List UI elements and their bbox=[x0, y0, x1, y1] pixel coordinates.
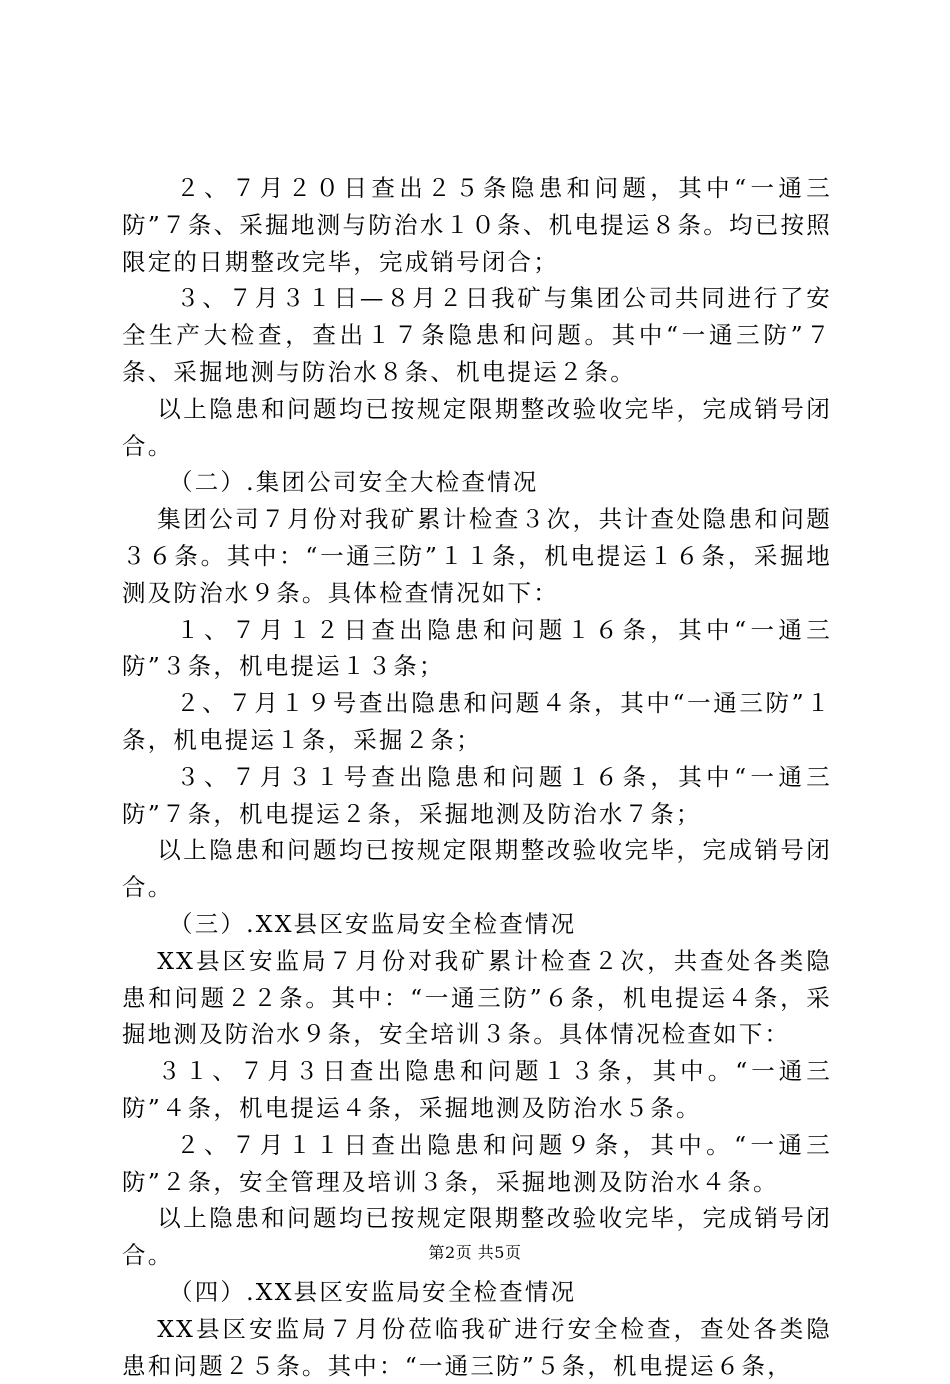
paragraph: 以上隐患和问题均已按规定限期整改验收完毕，完成销号闭合。 bbox=[122, 394, 832, 460]
paragraph: 以上隐患和问题均已按规定限期整改验收完毕，完成销号闭合。 bbox=[122, 1204, 832, 1270]
paragraph: ３１、７月３日查出隐患和问题１３条，其中。“一通三防”４条，机电提运４条，采掘地测及防治水５条。 bbox=[122, 1057, 832, 1122]
paragraph: １、７月１２日查出隐患和问题１６条，其中“一通三防”３条，机电提运１３条； bbox=[122, 615, 832, 681]
page-number-footer: 第2页 共5页 bbox=[428, 1243, 522, 1262]
paragraph: 集团公司７月份对我矿累计检查３次，共计查处隐患和问题３６条。其中：“一通三防”１１条，机电提运１６条，采掘地测及防治水９条。具体检查情况如下： bbox=[122, 505, 832, 607]
paragraph: XX县区安监局７月份莅临我矿进行安全检查，查处各类隐患和问题２５条。其中：“一通三防”５条，机电提运６条， bbox=[122, 1314, 832, 1380]
section-heading: （二）.集团公司安全大检查情况 bbox=[169, 468, 539, 497]
paragraph: 以上隐患和问题均已按规定限期整改验收完毕，完成销号闭合。 bbox=[122, 836, 832, 902]
section-heading: （四）.XX县区安监局安全检查情况 bbox=[169, 1277, 577, 1306]
section-heading: （三）.XX县区安监局安全检查情况 bbox=[169, 909, 577, 938]
paragraph: ２、７月１９号查出隐患和问题４条，其中“一通三防”１条，机电提运１条，采掘２条； bbox=[122, 689, 832, 754]
paragraph: ３、７月３１号查出隐患和问题１６条，其中“一通三防”７条，机电提运２条，采掘地测及防治水７条； bbox=[122, 762, 832, 828]
paragraph: ２、７月２０日查出２５条隐患和问题，其中“一通三防”７条、采掘地测与防治水１０条、机电提运８条。均已按照限定的日期整改完毕，完成销号闭合； bbox=[122, 174, 832, 276]
document-body bbox=[122, 170, 832, 1384]
paragraph: XX县区安监局７月份对我矿累计检查２次，共查处各类隐患和问题２２条。其中：“一通三防”６条，机电提运４条，采掘地测及防治水９条，安全培训３条。具体情况检查如下： bbox=[122, 946, 832, 1049]
paragraph: ２、７月１１日查出隐患和问题９条，其中。“一通三防”２条，安全管理及培训３条，采掘地测及防治水４条。 bbox=[122, 1130, 832, 1196]
paragraph: ３、７月３１日—８月２日我矿与集团公司共同进行了安全生产大检查，查出１７条隐患和问题。其中“一通三防”７条、采掘地测与防治水８条、机电提运２条。 bbox=[122, 284, 832, 386]
